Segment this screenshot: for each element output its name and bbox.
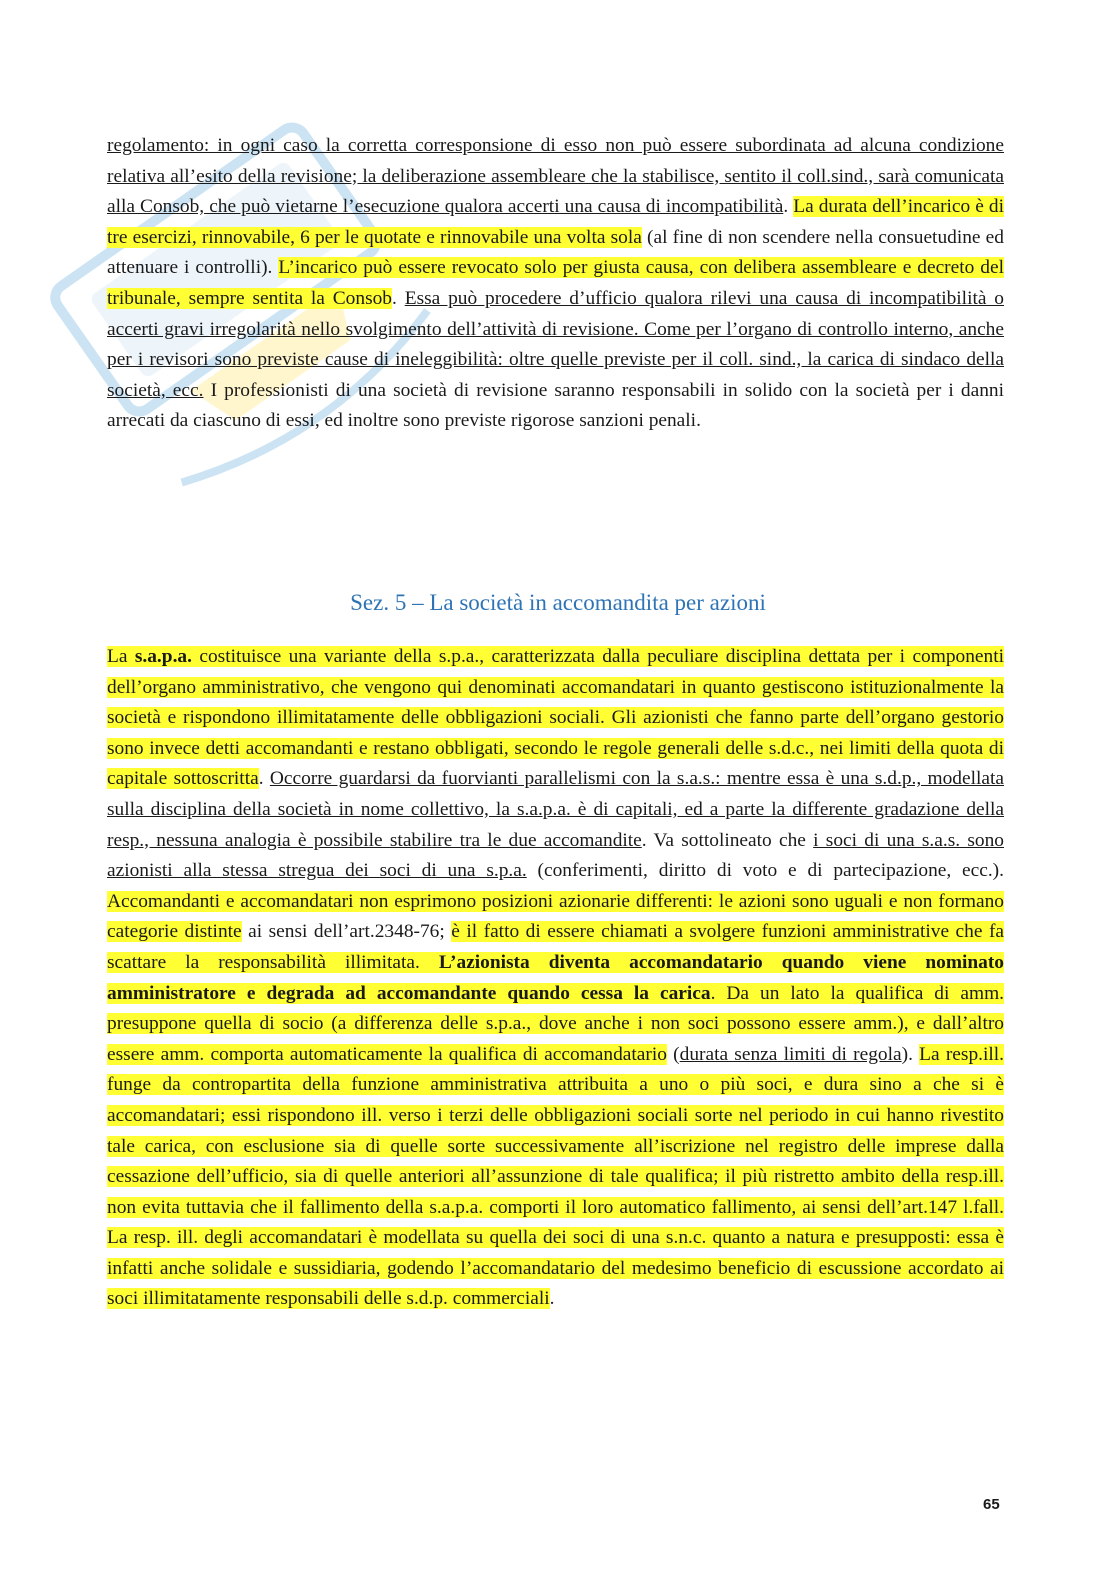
highlighted-text: costituisce una variante della s.p.a., caratterizzata dalla peculiare disciplina dettata per i componenti dell’organo amministrativo, che vengono qui denominati accomandatari in quanto gestiscono istituzionalmente la società e rispondono illimitatamente delle obbligazioni sociali. Gli azionisti che fanno parte dell’organo gestorio sono invece detti accomandanti e restano obbligati, secondo le regole generali delle s.d.c., nei limiti della quota di capitale sottoscritta <box>107 646 1004 790</box>
paragraph-revisione <box>107 131 1004 437</box>
plain-text: . <box>258 768 270 790</box>
plain-text: (conferimenti, diritto di voto e di partecipazione, ecc.). <box>526 860 1004 882</box>
plain-text: . <box>549 1288 555 1310</box>
highlighted-bold-text: L’azionista diventa accomandatario quando viene nominato amministratore e degrada ad accomandante quando cessa la carica <box>107 951 1004 1004</box>
plain-text: ( <box>666 1043 680 1065</box>
highlighted-bold-text: s.a.p.a. <box>134 646 192 667</box>
plain-text: ai sensi dell’art.2348-76; <box>241 921 452 943</box>
plain-text: ). <box>901 1043 920 1065</box>
highlighted-text: Accomandanti e accomandatari non esprimono posizioni azionarie differenti: le azioni sono uguali e non formano categorie distinte <box>107 890 1004 943</box>
highlighted-text: . Da un lato la qualifica di amm. presuppone quella di socio (a differenza delle s.p.a., dove anche i non soci possono essere amm.), e dall’altro essere amm. comporta automaticamente la qualifica di accomandatario <box>107 982 1004 1065</box>
paragraph-sapa <box>107 642 1004 1315</box>
underlined-text: regolamento: in ogni caso la corretta corresponsione di esso non può essere subordinata ad alcuna condizione relativa all’esito della revisione; la deliberazione assembleare che la stabilisce, sentito il coll.sind., sarà comunicata alla Consob, che può vietarne l’esecuzione qualora accerti una causa di incompatibilità <box>107 135 1004 218</box>
highlighted-text: La <box>107 646 135 667</box>
plain-text: . Va sottolineato che <box>641 829 814 851</box>
section-title: Sez. 5 – La società in accomandita per azioni <box>350 590 766 615</box>
underlined-text: durata senza limiti di regola <box>679 1043 902 1065</box>
plain-text: . <box>783 196 794 218</box>
highlighted-text: è il fatto di essere chiamati a svolgere funzioni amministrative che fa scattare la responsabilità illimitata. <box>107 921 1005 973</box>
plain-text: I professionisti di una società di revisione saranno responsabili in solido con la società per i danni arrecati da ciascuno di essi, ed inoltre sono previste rigorose sanzioni penali. <box>107 379 1004 432</box>
plain-text: . <box>392 287 405 309</box>
underlined-text: i soci di una s.a.s. sono azionisti alla stessa stregua dei soci di una s.p.a. <box>107 829 1004 882</box>
plain-text: (al fine di non scendere nella consuetudine ed attenuare i controlli). <box>107 226 1004 279</box>
page-number: 65 <box>983 1496 1000 1513</box>
highlighted-text: La resp.ill. funge da contropartita della funzione amministrativa attribuita a uno o più soci, e dura sino a che si è accomandatari; essi rispondono ill. verso i terzi delle obbligazioni sociali sorte nel periodo in cui hanno rivestito tale carica, con esclusione sia di quelle sorte successivamente all’iscrizione nel registro delle imprese dalla cessazione dell’ufficio, sia di quelle anteriori all’assunzione di tale qualifica; il più ristretto ambito della resp.ill. non evita tuttavia che il fallimento della s.a.p.a. comporti il loro automatico fallimento, ai sensi dell’art.147 l.fall. La resp. ill. degli accomandatari è modellata su quella dei soci di una s.n.c. quanto a natura e presupposti: essa è infatti anche solidale e sussidiaria, godendo l’accomandatario del medesimo beneficio di escussione accordato ai soci illimitatamente responsabili delle s.d.p. commerciali <box>107 1043 1005 1310</box>
highlighted-text: La durata dell’incarico è di tre esercizi, rinnovabile, 6 per le quotate e rinnovabile una volta sola <box>107 196 1004 248</box>
underlined-text: Essa può procedere d’ufficio qualora rilevi una causa di incompatibilità o accerti gravi irregolarità nello svolgimento dell’attività di revisione. Come per l’organo di controllo interno, anche per i revisori sono previste cause di ineleggibilità: oltre quelle previste per il coll. sind., la carica di sindaco della società, ecc. <box>107 287 1004 401</box>
highlighted-text: L’incarico può essere revocato solo per giusta causa, con delibera assembleare e decreto del tribunale, sempre sentita la Consob <box>107 257 1004 309</box>
underlined-text: Occorre guardarsi da fuorvianti parallelismi con la s.a.s.: mentre essa è una s.d.p., modellata sulla disciplina della società in nome collettivo, la s.a.p.a. è di capitali, ed a parte la differente gradazione della resp., nessuna analogia è possibile stabilire tra le due accomandite <box>107 768 1004 851</box>
